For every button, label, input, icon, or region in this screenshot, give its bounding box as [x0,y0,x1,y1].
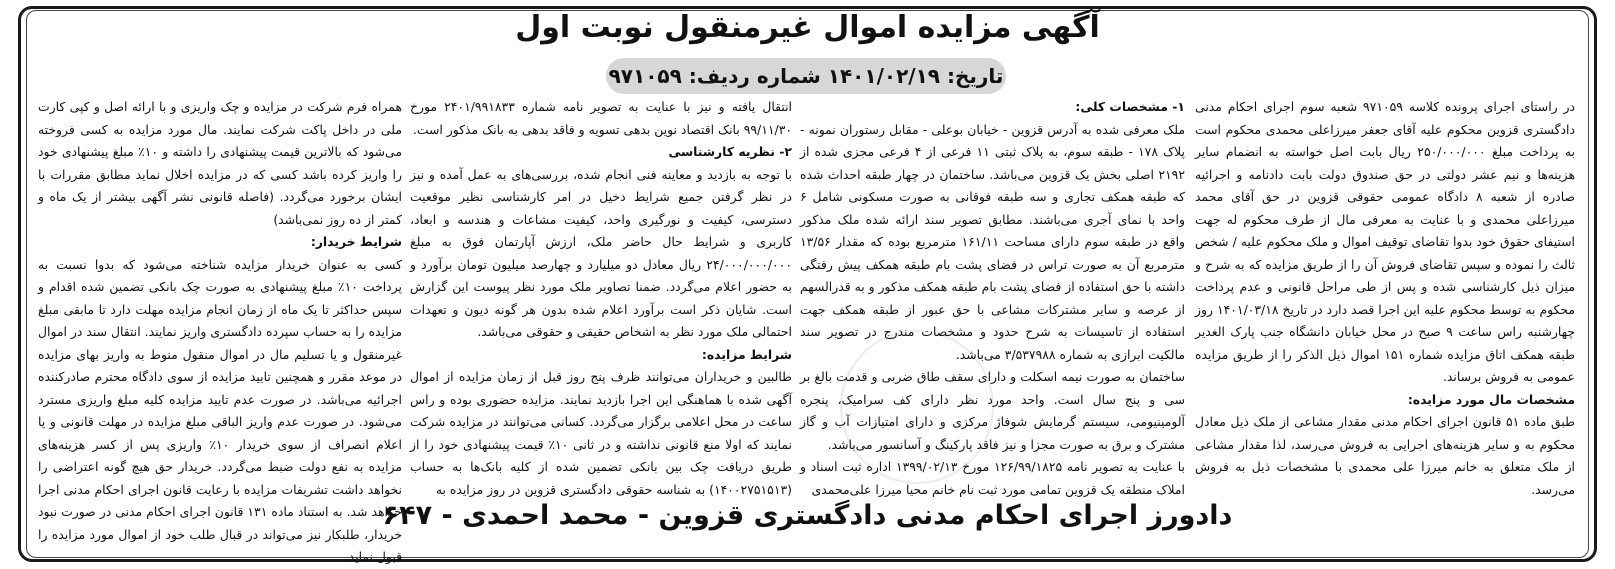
auction-terms-heading: شرایط مزایده: [701,346,792,362]
buyer-terms-heading: شرایط خریدار: [310,234,402,249]
signature-line: دادورز اجرای احکام مدنی دادگستری قزوین - محمد احمدی - ۶۴۷ [382,500,1233,531]
intro-paragraph: در راستای اجرای پرونده کلاسه ۹۷۱۰۵۹ شعبه سوم اجرای احکام مدنی دادگستری قزوین محکوم علیه آقای جعفر میرزاعلی محمدی محکوم است به پرداخت مبلغ ۲۵۰/۰۰۰/۰۰۰ ریال بابت اصل خواسته به انضمام سایر هزینه‌ها و نیم عشر دولتی در حق صندوق دولت بابت دادنامه و اجرائیه صادره از شعبه ۸ دادگاه عمومی حقوقی قزوین در حق آقای محمد میرزاعلی محمدی و با عنایت به معرفی مال از طرف محکوم له جهت استیفای حقوق خود بدوا تقاضای توقیف اموال و ملک محکوم علیه / شخص ثالث را نموده و سپس تقاضای فروش آن را از طریق مزایده که به شرح و میزان ذیل کارشناسی شده و پس از طی مراحل قانونی و عدم پرداخت محکوم به توسط محکوم علیه این اجرا قصد دارد در تاریخ ۱۴۰۱/۰۳/۱۸ روز چهارشنبه راس ساعت ۹ صبح در محل خیابان دانشگاه جنب پارک الغدیر طبقه همکف اتاق مزایده شماره ۱۵۱ اموال ذیل الذکر را از طریق مزایده عمومی به فروش برساند. [1195,99,1576,384]
column-1 [1195,96,1575,502]
general-specs-paragraph: ملک معرفی شده به آدرس قزوین - خیابان بوعلی - مقابل رستوران نمونه - پلاک ۱۷۸ - طبقه سوم، به پلاک ثبتی ۱۱ فرعی از ۴ فرعی مجزی شده از ۲۱۹۲ اصلی بخش یک قزوین می‌باشد. ساختمان در چهار طبقه احداث شده که طبقه همکف تجاری و سه طبقه فوقانی به صورت مسکونی شامل ۶ واحد با نمای آجری می‌باشند. مطابق تصویر سند ارائه شده ملک مذکور واقع در طبقه سوم دارای مساحت ۱۶۱/۱۱ مترمربع بوده که مقدار ۱۳/۵۶ مترمربع آن به صورت تراس در فضای پشت بام طبقه همکف پیش رفتگی داشته با حق استفاده از فضای پشت بام طبقه همکف مذکور و به قدرالسهم از عرصه و سایر مشترکات مشاعی با حق عبور از طبقه همکف جهت استفاده از تاسیسات به شرح حدود و مشخصات مندرج در تصویر سند مالکیت ابرازی به شماره ۳/۵۳۷۹۸۸ می‌باشد. [800,121,1185,362]
buyer-terms-paragraph: کسی به عنوان خریدار مزایده شناخته می‌شود که بدوا نسبت به پرداخت ۱۰٪ مبلغ پیشنهادی به صورت چک بانکی تضمین شده اقدام و سپس حداکثر تا یک ماه از زمان انجام مزایده مهلت دارد تا مابقی مبلغ مزایده را به حساب سپرده دادگستری واریز نمایند. انتقال سند در اموال غیرمنقول و یا تسلیم مال در اموال منقول منوط به واریز بهای مزایده در موعد مقرر و همچنین تایید مزایده از سوی دادگاه محترم صادرکننده اجرائیه می‌باشد. در صورت عدم تایید مزایده کلیه مبلغ واریزی مسترد می‌شود. در صورت عدم واریز الباقی مبلغ مزایده در مهلت قانونی و یا اعلام انصراف از سوی خریدار ۱۰٪ واریزی پس از کسر هزینه‌های مزایده به نفع دولت ضبط می‌گردد. خریدار حق هیچ گونه اعتراضی را نخواهد داشت تشریفات مزایده با رعایت قانون اجرای احکام مدنی اجرا خواهد شد. به استناد ماده ۱۳۱ قانون اجرای احکام مدنی در صورت نبود خریدار، طلبکار نیز می‌تواند در قبال طلب خود از اموال مورد مزایده را قبول نماید. [38,256,402,564]
general-specs-heading: ۱- مشخصات کلی: [1075,99,1185,114]
notice-title: آگهی مزایده اموال غیرمنقول نوبت اول [515,10,1100,45]
expert-opinion-paragraph: با توجه به بازدید و معاینه فنی انجام شده، بررسی‌های به عمل آمده و نیز در نظر گرفتن جمیع شرایط دخیل در امر کارشناسی نظیر موقعیت دسترسی، کیفیت و نورگیری واحد، کیفیت مشاعات و هندسه و ابعاد، کاربری و شرایط حال حاضر ملک، ارزش آپارتمان فوق به مبلغ ۲۴/۰۰۰/۰۰۰/۰۰۰ ریال معادل دو میلیارد و چهارصد میلیون تومان برآورد و به حضور اعلام می‌گردد. ضمنا تصاویر ملک مورد نظر پیوست این گزارش است. شایان ذکر است برآورد اعلام شده بدون هر گونه دیون و تعهدات احتمالی ملک مورد نظر به اشخاص حقیقی و حقوقی می‌باشد. [410,166,792,339]
expert-opinion-heading: ۲- نظریه کارشناسی [668,144,792,159]
participation-paragraph: همراه فرم شرکت در مزایده و چک واریزی و با ارائه اصل و کپی کارت ملی در داخل پاکت شرکت نمایند. مال مورد مزایده به کسی فروخته می‌شود که بالاترین قیمت پیشنهادی را داشته و ۱۰٪ مبلغ پیشنهادی خود را واریز کرده باشد کسی که در مزایده اخلال نماید مطابق مقررات با ایشان برخورد می‌گردد. (فاصله قانونی نشر آگهی بیشتر از یک ماه و کمتر از ده روز نمی‌باشد) [38,99,402,227]
auction-terms-paragraph: طالبین و خریداران می‌توانند ظرف پنج روز قبل از زمان مزایده از اموال آگهی شده با هماهنگی این اجرا بازدید نمایند. مزایده حضوری بوده و راس ساعت در محل اعلامی برگزار می‌گردد. کسانی می‌توانند در مزایده شرکت نمایند که اولا منع قانونی نداشته و در ثانی ۱۰٪ قیمت پیشنهادی خود را از طریق دریافت چک بین بانکی تضمین شده از کلیه بانک‌ها به حساب (۱۴۰۰۲۷۵۱۵۱۳) به شناسه حقوقی دادگستری قزوین در روز مزایده به [410,369,792,497]
building-paragraph: ساختمان به صورت نیمه اسکلت و دارای سقف طاق ضربی و قدمت بالغ بر سی و پنج سال است. واحد مورد نظر دارای کف سرامیک، پنجره آلومینیومی، سیستم گرمایش شوفاژ مرکزی و دارای امتیازات آب و گاز مشترک و برق به صورت مجزا و نیز فاقد پارکینگ و آسانسور می‌باشد. [800,369,1185,452]
transfer-paragraph: انتقال یافته و نیز با عنایت به تصویر نامه شماره ۲۴۰۱/۹۹۱۸۳۳ مورخ ۹۹/۱۱/۳۰ بانک اقتصاد نوین بدهی تسویه و فاقد بدهی به بانک مذکور است. [410,99,792,137]
property-specs-heading: مشخصات مال مورد مزایده: [1407,391,1575,407]
column-4 [38,96,402,564]
column-3 [410,96,792,502]
property-specs-paragraph: طبق ماده ۵۱ قانون اجرای احکام مدنی مقدار مشاعی از ملک ذیل معادل محکوم به و سایر هزینه‌های اجرایی به فروش می‌رسد، لذا مقدار مشاعی از ملک متعلق به خانم میرزا علی محمدی با مشخصات ذیل به فروش می‌رسد. [1195,414,1575,497]
date-and-case-number: تاریخ: ۱۴۰۱/۰۲/۱۹ شماره ردیف: ۹۷۱۰۵۹ [606,58,1006,94]
column-2 [800,96,1185,502]
registry-paragraph: با عنایت به تصویر نامه ۱۲۶/۹۹/۱۸۲۵ مورخ ۱۳۹۹/۰۲/۱۳ اداره ثبت اسناد و املاک منطقه یک قزوین تمامی مورد ثبت نام خانم محیا میرزا علی‌محمدی [800,459,1185,497]
